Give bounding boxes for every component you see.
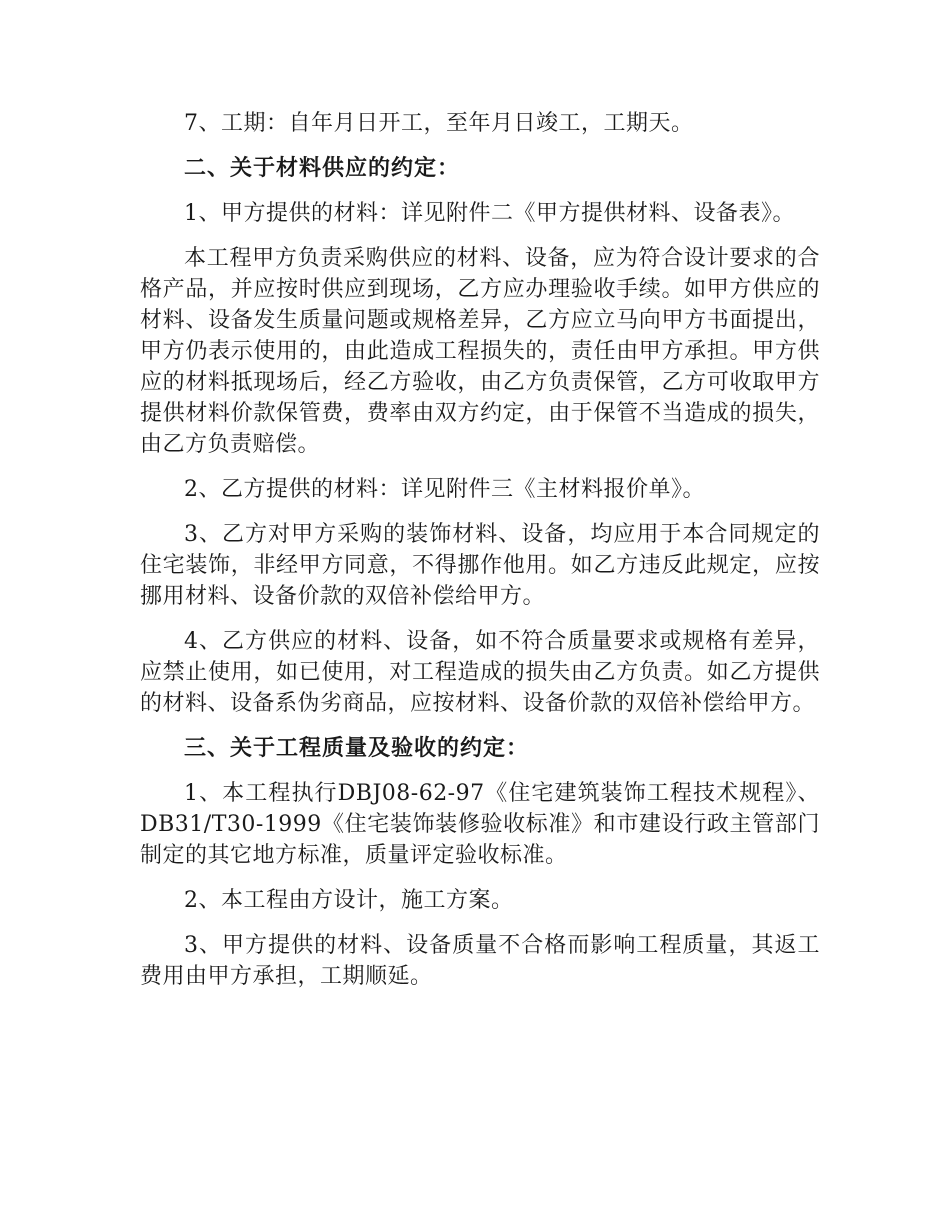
paragraph-rework-cost: 3、甲方提供的材料、设备质量不合格而影响工程质量，其返工费用由甲方承担，工期顺延。 (140, 933, 820, 989)
paragraph-design: 2、本工程由方设计，施工方案。 (184, 888, 514, 913)
document-body (140, 108, 820, 1006)
section-heading-material-supply: 二、关于材料供应的约定： (184, 156, 461, 181)
paragraph-party-a-procurement: 本工程甲方负责采购供应的材料、设备，应为符合设计要求的合格产品，并应按时供应到现场，乙方应办理验收手续。如甲方供应的材料、设备发生质量问题或规格差异，乙方应立马向甲方书面提出，甲方仍表示使用的，由此造成工程损失的，责任由甲方承担。甲方供应的材料抵现场后，经乙方验收，由乙方负责保管，乙方可收取甲方提供材料价款保管费，费率由双方约定，由于保管不当造成的损失，由乙方负责赔偿。 (140, 246, 820, 457)
paragraph-construction-period: 7、工期：自年月日开工，至年月日竣工，工期天。 (184, 111, 694, 136)
paragraph-party-b-materials: 2、乙方提供的材料：详见附件三《主材料报价单》。 (184, 477, 705, 502)
paragraph-nonconforming-materials: 4、乙方供应的材料、设备，如不符合质量要求或规格有差异，应禁止使用，如已使用，对工程造成的损失由乙方负责。如乙方提供的材料、设备系伪劣商品，应按材料、设备价款的双倍补偿给甲方。 (140, 629, 820, 716)
paragraph-standards: 1、本工程执行DBJ08-62-97《住宅建筑装饰工程技术规程》、DB31/T30-1999《住宅装饰装修验收标准》和市建设行政主管部门制定的其它地方标准，质量评定验收标准。 (140, 781, 820, 868)
paragraph-material-usage: 3、乙方对甲方采购的装饰材料、设备，均应用于本合同规定的住宅装饰，非经甲方同意，不得挪作他用。如乙方违反此规定，应按挪用材料、设备价款的双倍补偿给甲方。 (140, 522, 820, 609)
paragraph-party-a-materials: 1、甲方提供的材料：详见附件二《甲方提供材料、设备表》。 (184, 201, 795, 226)
section-heading-quality-acceptance: 三、关于工程质量及验收的约定： (184, 736, 530, 761)
